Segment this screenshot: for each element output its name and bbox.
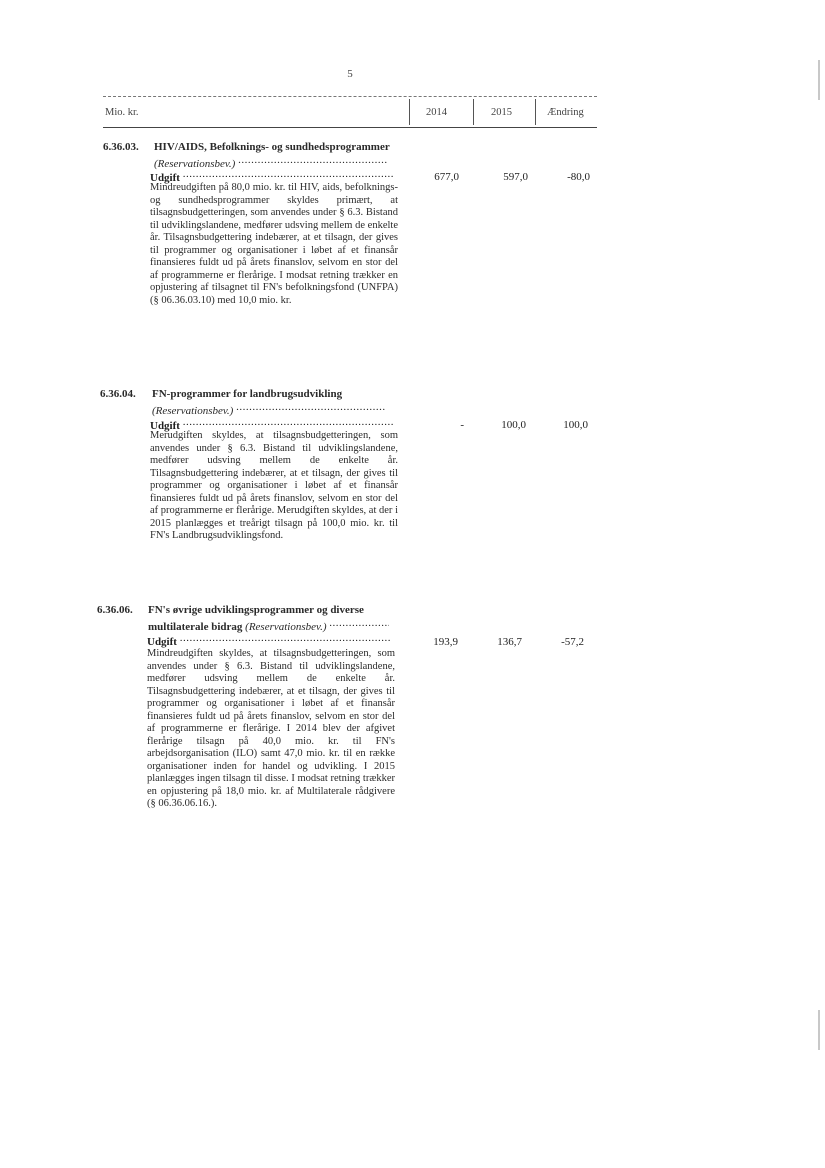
leader-dots	[329, 617, 389, 630]
header-col-2015: 2015	[491, 107, 512, 118]
value-2015: 136,7	[497, 636, 522, 648]
scan-margin-mark	[818, 60, 820, 100]
header-col-2014: 2014	[426, 107, 447, 118]
section-title-text: HIV/AIDS, Befolknings- og sundhedsprogrammer	[154, 141, 390, 153]
section-title-text: FN's øvrige udviklingsprogrammer og diverse multilaterale bidrag	[148, 604, 364, 633]
value-2014: 677,0	[434, 171, 459, 183]
header-col-change: Ændring	[547, 107, 584, 118]
section-body: Mindreudgiften på 80,0 mio. kr. til HIV, aids, befolknings- og sundhedsprogrammer skyldes primært, at tilsagnsbudgetteringen, som anvendes under § 6.3. Bistand til udviklingslandene, medfører udsving mellem de enkelte år. Tilsagnsbudgettering indebærer, at et tilsagn, der gives til programmer og organisationer i løbet af et finansår finansieres fuldt ud på årets finanslov, selvom en stor del af programmerne er flerårige. I modsat retning trækker en opjustering af tilsagnet til FN's befolkningsfond (UNFPA) (§ 06.36.03.10) med 10,0 mio. kr.	[150, 182, 398, 306]
value-2015: 100,0	[501, 419, 526, 431]
leader-dots	[183, 168, 393, 181]
header-unit-label: Mio. kr.	[105, 107, 139, 118]
reservation-label: (Reservationsbev.)	[152, 405, 234, 417]
expense-label: Udgift	[147, 636, 177, 648]
value-change: -80,0	[567, 171, 590, 183]
value-change: -57,2	[561, 636, 584, 648]
section-body: Merudgiften skyldes, at tilsagnsbudgetteringen, som anvendes under § 6.3. Bistand til udviklingslandene, medfører udsving mellem de enkelte år. Tilsagnsbudgettering indebærer, at et tilsagn, der gives til programmer og organisationer i løbet af et finansår finansieres fuldt ud på årets finanslov, selvom en stor del af programmerne er flerårige. Merudgiften skyldes, at der i 2015 planlægges et treårigt tilsagn på 100,0 mio. kr. til FN's Landbrugsudviklingsfond.	[150, 430, 398, 541]
section-title	[148, 604, 423, 634]
section-body: Mindreudgiften skyldes, at tilsagnsbudgetteringen, som anvendes under § 6.3. Bistand til udviklingslandene, medfører udsving mellem de enkelte år. Tilsagnsbudgettering indebærer, at et tilsagn, der gives til programmer og organisationer i løbet af et finansår finansieres fuldt ud på årets finanslov, selvom en stor del af programmerne er flerårige. I 2014 blev der afgivet flerårige tilsagn på 40,0 mio. kr. til FN's arbejdsorganisation (ILO) samt 47,0 mio. kr. til en række organisationer inden for handel og udvikling. I 2015 planlægges ingen tilsagn til disse. I modsat retning trækker en opjustering på 18,0 mio. kr. af Multilaterale rådgivere (§ 06.36.06.16.).	[147, 648, 395, 809]
expense-row	[147, 632, 402, 649]
reservation-label: (Reservationsbev.)	[245, 621, 327, 633]
section-code: 6.36.03.	[103, 141, 139, 153]
section-title	[154, 141, 429, 171]
leader-dots	[183, 416, 393, 429]
expense-label: Udgift	[150, 172, 180, 184]
leader-dots	[180, 632, 390, 645]
value-2014: 193,9	[433, 636, 458, 648]
value-2014: -	[460, 419, 464, 431]
header-divider	[473, 99, 474, 125]
expense-label: Udgift	[150, 420, 180, 432]
header-divider	[535, 99, 536, 125]
header-divider	[409, 99, 410, 125]
value-2015: 597,0	[503, 171, 528, 183]
page-number: 5	[347, 68, 353, 80]
section-title	[152, 388, 427, 418]
value-change: 100,0	[563, 419, 588, 431]
section-title-text: FN-programmer for landbrugsudvikling	[152, 388, 343, 400]
leader-dots	[238, 154, 388, 167]
section-code: 6.36.06.	[97, 604, 133, 616]
scan-margin-mark	[818, 1010, 820, 1050]
reservation-label: (Reservationsbev.)	[154, 158, 236, 170]
table-header	[103, 96, 597, 128]
leader-dots	[236, 401, 386, 414]
section-code: 6.36.04.	[100, 388, 136, 400]
